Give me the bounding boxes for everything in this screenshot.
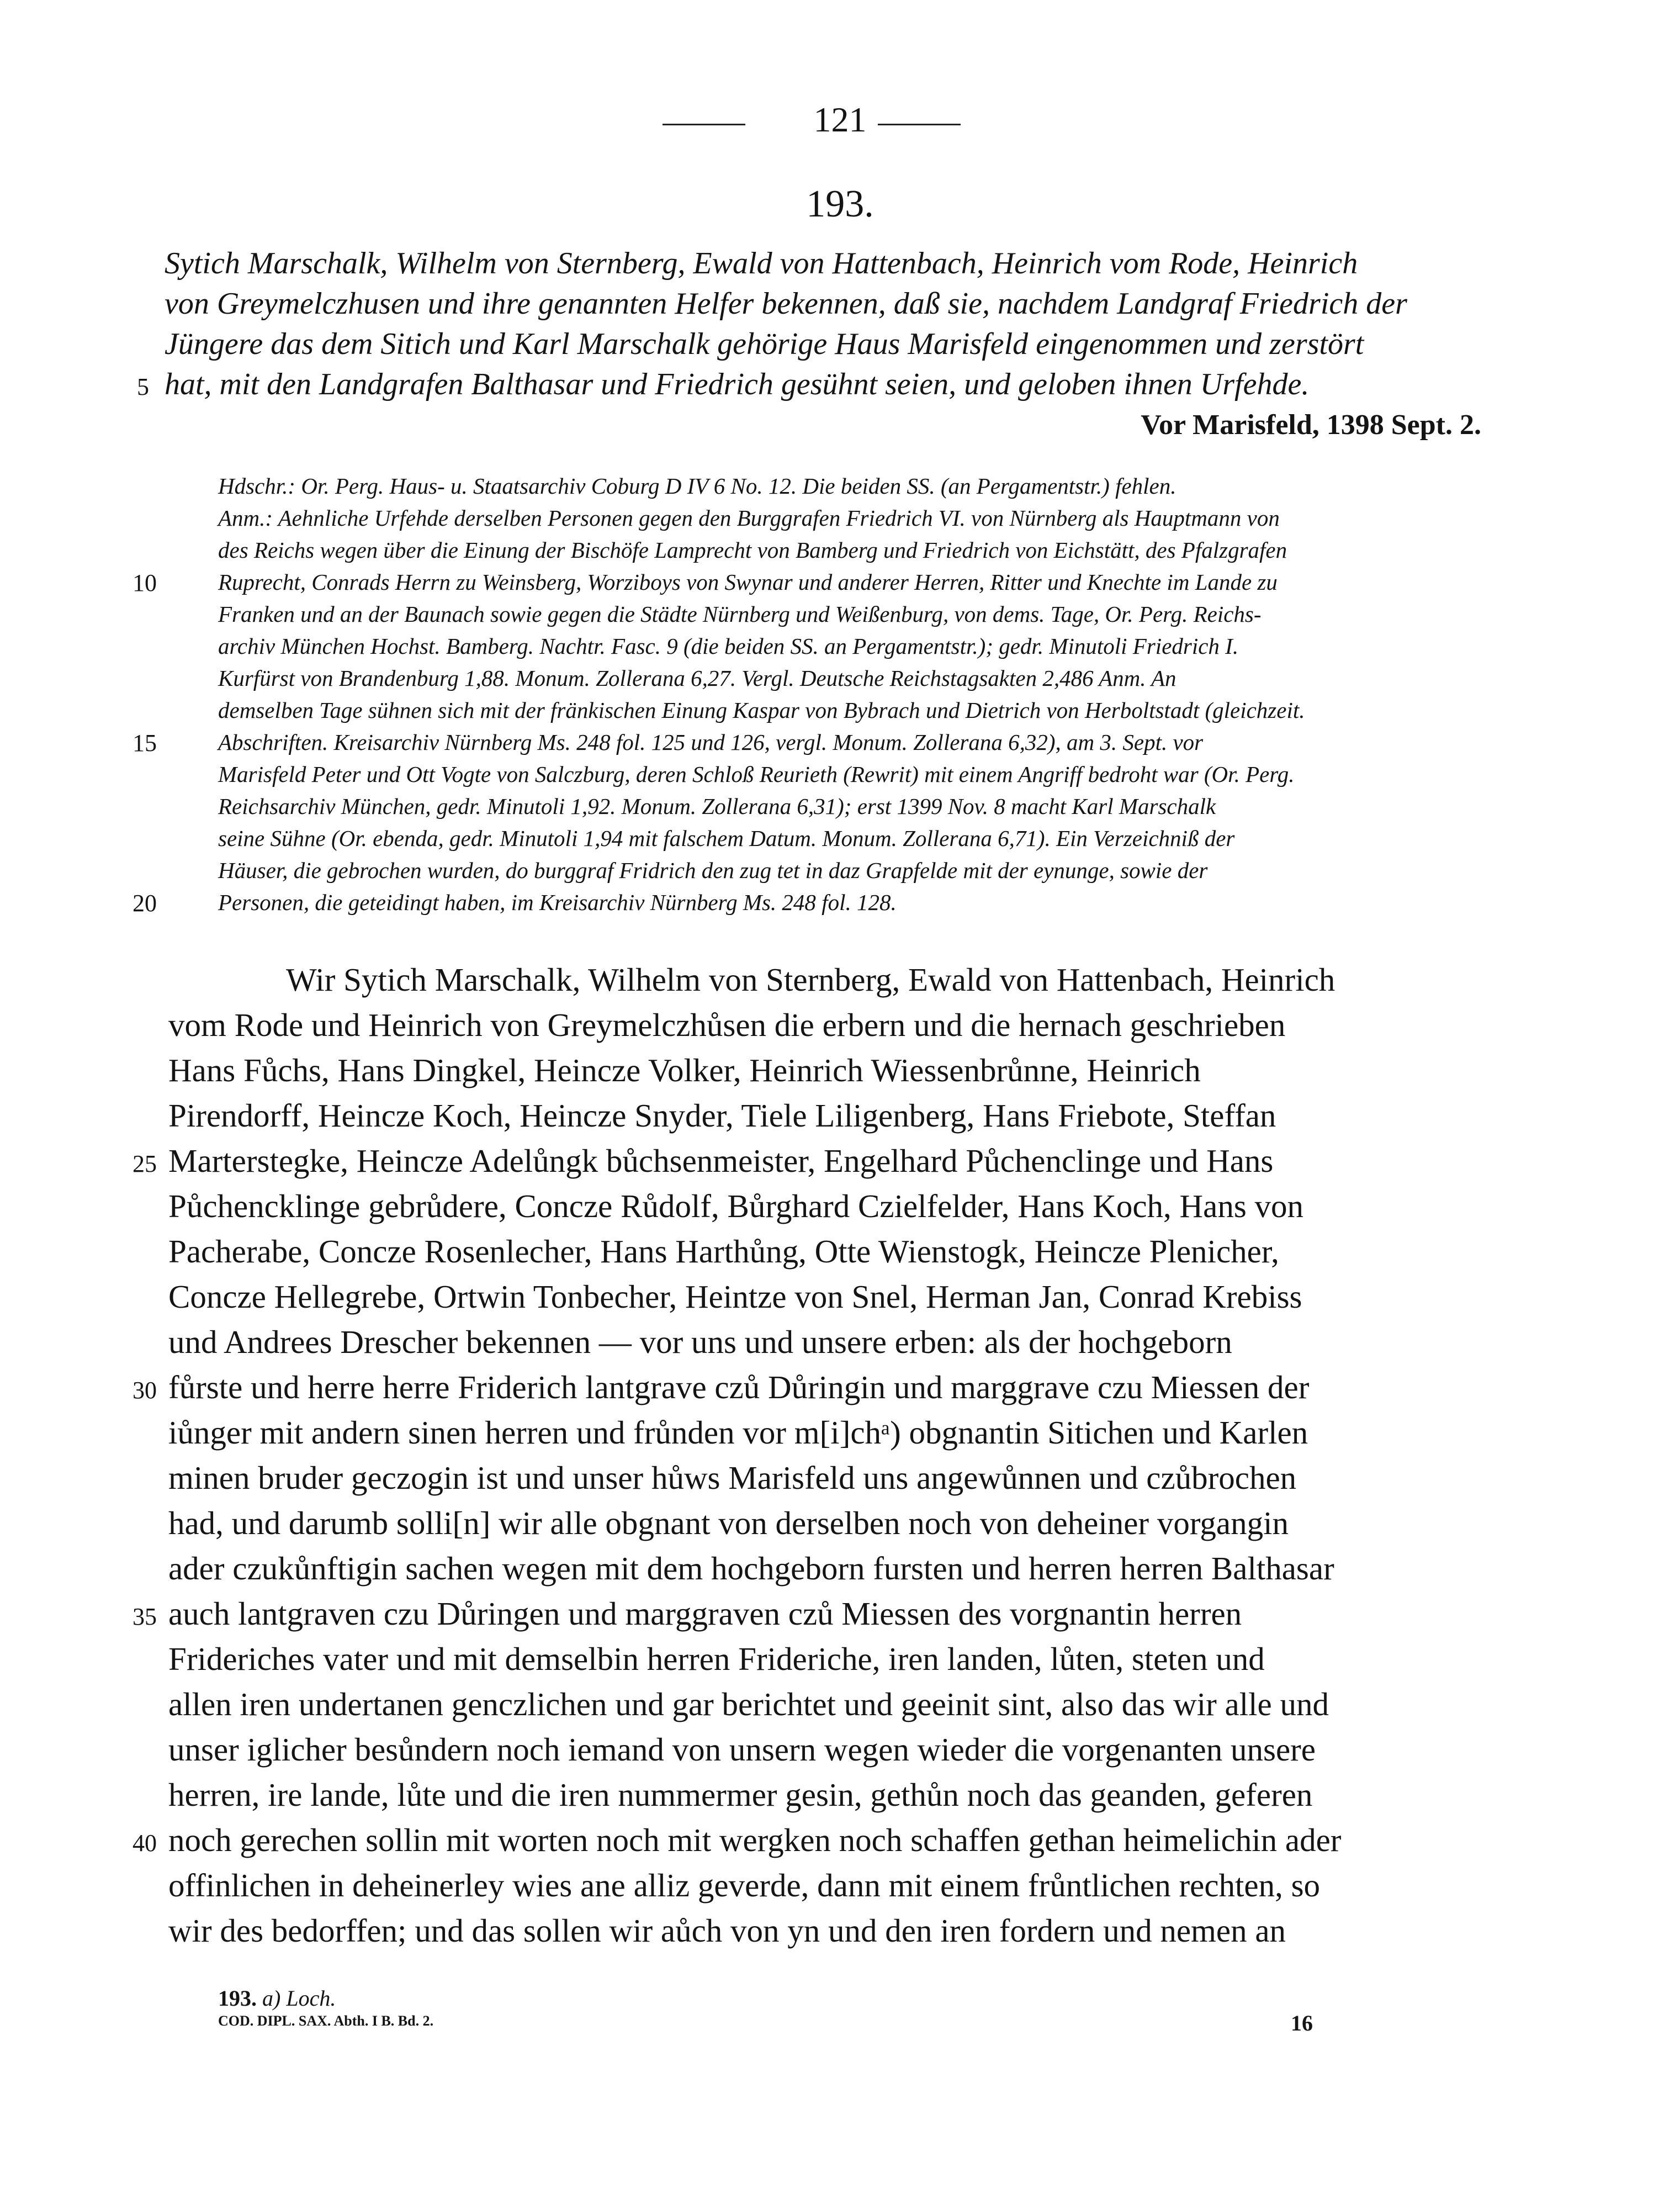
- summary-line: hat, mit den Landgrafen Balthasar und Friedrich gesühnt seien, und geloben ihnen Urfehde.: [165, 367, 1310, 401]
- line-number: 5: [137, 373, 149, 400]
- line-number: 20: [133, 890, 157, 917]
- body-line: Frideriches vater und mit demselbin herren Frideriche, iren landen, lůten, steten und: [168, 1641, 1265, 1677]
- summary-line: von Greymelczhusen und ihre genannten Helfer bekennen, daß sie, nachdem Landgraf Friedrich der: [165, 287, 1407, 321]
- note-line: seine Sühne (Or. ebenda, gedr. Minutoli 1,94 mit falschem Datum. Monum. Zollerana 6,71). Ein Verzeichniß der: [218, 826, 1235, 851]
- header-rule-right: [878, 124, 961, 125]
- page-header: [0, 99, 1680, 144]
- footnote-text: a) Loch.: [262, 1986, 336, 2011]
- line-number: 25: [133, 1150, 157, 1177]
- body-line: allen iren undertanen genczlichen und gar berichtet und geeinit sint, also das wir alle und: [168, 1686, 1329, 1722]
- body-line: vom Rode und Heinrich von Greymelczhůsen die erbern und die hernach geschrieben: [168, 1007, 1286, 1043]
- note-line: Hdschr.: Or. Perg. Haus- u. Staatsarchiv Coburg D IV 6 No. 12. Die beiden SS. (an Pergamentstr.) fehlen.: [218, 473, 1176, 499]
- note-line: Personen, die geteidingt haben, im Kreisarchiv Nürnberg Ms. 248 fol. 128.: [218, 890, 897, 915]
- note-line: Franken und an der Baunach sowie gegen die Städte Nürnberg und Weißenburg, von dems. Tage, Or. Perg. Reichs-: [218, 601, 1262, 627]
- note-line: Reichsarchiv München, gedr. Minutoli 1,92. Monum. Zollerana 6,31); erst 1399 Nov. 8 macht Karl Marschalk: [218, 794, 1216, 819]
- note-line: Häuser, die gebrochen wurden, do burggraf Fridrich den zug tet in daz Grapfelde mit der eynunge, sowie der: [218, 858, 1208, 883]
- summary-line: Sytich Marschalk, Wilhelm von Sternberg, Ewald von Hattenbach, Heinrich vom Rode, Heinrich: [165, 246, 1358, 281]
- body-line: unser iglicher besůndern noch iemand von unsern wegen wieder die vorgenanten unsere: [168, 1731, 1316, 1768]
- line-number: 30: [133, 1377, 157, 1404]
- line-number: 10: [133, 569, 157, 596]
- signature-line: COD. DIPL. SAX. Abth. I B. Bd. 2.: [218, 2013, 434, 2029]
- footnote: [218, 1985, 336, 2011]
- body-line: Pirendorff, Heincze Koch, Heincze Snyder, Tiele Liligenberg, Hans Friebote, Steffan: [168, 1097, 1276, 1134]
- body-line: Hans Fůchs, Hans Dingkel, Heincze Volker, Heinrich Wiessenbrůnne, Heinrich: [168, 1052, 1201, 1088]
- note-line: archiv München Hochst. Bamberg. Nachtr. Fasc. 9 (die beiden SS. an Pergamentstr.); gedr. Minutoli Friedrich I.: [218, 633, 1239, 659]
- note-line: Kurfürst von Brandenburg 1,88. Monum. Zollerana 6,27. Vergl. Deutsche Reichstagsakten 2,486 Anm. An: [218, 665, 1176, 691]
- body-line: Pacherabe, Concze Rosenlecher, Hans Harthůng, Otte Wienstogk, Heincze Plenicher,: [168, 1233, 1279, 1270]
- body-line: Concze Hellegrebe, Ortwin Tonbecher, Heintze von Snel, Herman Jan, Conrad Krebiss: [168, 1278, 1302, 1315]
- body-line: iůnger mit andern sinen herren und frůnden vor m[i]chᵃ) obgnantin Sitichen und Karlen: [168, 1414, 1308, 1451]
- body-line: Wir Sytich Marschalk, Wilhelm von Sternberg, Ewald von Hattenbach, Heinrich: [286, 961, 1335, 998]
- summary-line: Jüngere das dem Sitich und Karl Marschalk gehörige Haus Marisfeld eingenommen und zerstört: [165, 327, 1364, 361]
- body-line: und Andrees Drescher bekennen — vor uns und unsere erben: als der hochgeborn: [168, 1324, 1232, 1360]
- body-line: auch lantgraven czu Důringen und marggraven czů Miessen des vorgnantin herren: [168, 1595, 1242, 1632]
- body-line: had, und darumb solli[n] wir alle obgnant von derselben noch von deheiner vorgangin: [168, 1505, 1289, 1541]
- note-line: Anm.: Aehnliche Urfehde derselben Personen gegen den Burggrafen Friedrich VI. von Nürnberg als Hauptmann von: [218, 505, 1280, 531]
- body-line: herren, ire lande, lůte und die iren nummermer gesin, gethůn noch das geanden, geferen: [168, 1776, 1313, 1813]
- body-line: Půchencklinge gebrůdere, Concze Růdolf, Bůrghard Czielfelder, Hans Koch, Hans von: [168, 1188, 1304, 1224]
- note-line: Ruprecht, Conrads Herrn zu Weinsberg, Worziboys von Swynar und anderer Herren, Ritter und Knechte im Lande zu: [218, 569, 1278, 595]
- line-number: 40: [133, 1830, 157, 1857]
- signature-number: 16: [1291, 2011, 1313, 2035]
- note-line: Marisfeld Peter und Ott Vogte von Salczburg, deren Schloß Reurieth (Rewrit) mit einem Angriff bedroht war (Or. Perg.: [218, 762, 1295, 787]
- page-number: 121: [813, 100, 867, 139]
- body-line: minen bruder geczogin ist und unser hůws Marisfeld uns angewůnnen und czůbrochen: [168, 1460, 1297, 1496]
- note-line: Abschriften. Kreisarchiv Nürnberg Ms. 248 fol. 125 und 126, vergl. Monum. Zollerana 6,32), am 3. Sept. vor: [218, 729, 1204, 755]
- body-line: fůrste und herre herre Friderich lantgrave czů Důringin und marggrave czu Miessen der: [168, 1369, 1310, 1405]
- line-number: 15: [133, 729, 157, 757]
- footnote-label: 193.: [218, 1986, 257, 2011]
- note-line: des Reichs wegen über die Einung der Bischöfe Lamprecht von Bamberg und Friedrich von Eichstätt, des Pfalzgrafen: [218, 537, 1287, 563]
- line-number: 35: [133, 1603, 157, 1630]
- note-line: demselben Tage sühnen sich mit der fränkischen Einung Kaspar von Bybrach und Dietrich von Herboltstadt (gleichzeit.: [218, 697, 1305, 723]
- body-line: ader czukůnftigin sachen wegen mit dem hochgeborn fursten und herren herren Balthasar: [168, 1550, 1334, 1587]
- body-line: Marterstegke, Heincze Adelůngk bůchsenmeister, Engelhard Půchenclinge und Hans: [168, 1143, 1274, 1179]
- document-number: 193.: [806, 183, 874, 225]
- body-line: offinlichen in deheinerley wies ane alliz geverde, dann mit einem frůntlichen rechten, so: [168, 1867, 1321, 1904]
- body-line: noch gerechen sollin mit worten noch mit wergken noch schaffen gethan heimelichin ader: [168, 1822, 1342, 1858]
- body-line: wir des bedorffen; und das sollen wir aůch von yn und den iren fordern und nemen an: [168, 1912, 1286, 1949]
- dating: Vor Marisfeld, 1398 Sept. 2.: [1141, 409, 1481, 441]
